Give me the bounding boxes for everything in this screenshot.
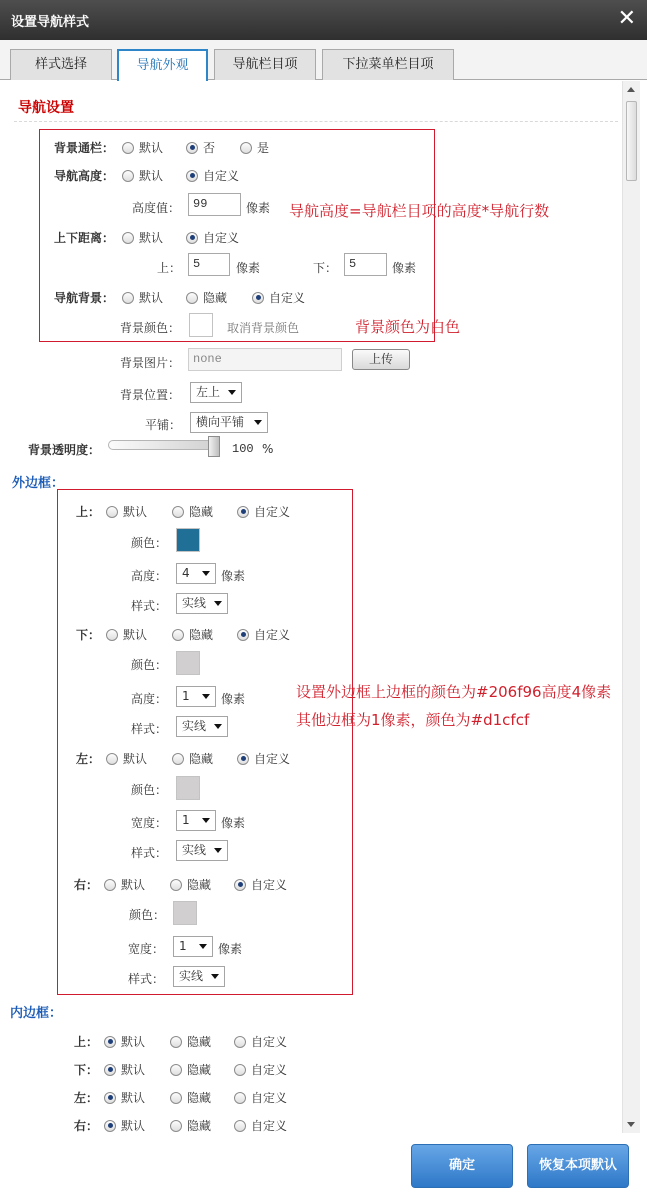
radio-icon [106,753,118,765]
radio-icon [104,879,116,891]
height-value-label: 高度值： [132,201,181,215]
radio-icon [170,1092,182,1104]
chevron-down-icon [228,390,236,395]
padding-bottom-input[interactable]: 5 [344,253,387,276]
radio-selected-icon [237,753,249,765]
opacity-value: 100 [232,442,254,456]
chevron-down-icon [211,974,219,979]
bg-hidden-radio[interactable]: 隐藏 [186,289,227,306]
outer-right-default-radio[interactable]: 默认 [104,876,145,893]
section-divider [14,121,618,122]
chevron-down-icon [214,601,222,606]
radio-icon [170,1036,182,1048]
radio-selected-icon [186,170,198,182]
outer-right-color-label: 颜色： [129,908,166,922]
inner-bottom-default-radio[interactable]: 默认 [104,1061,145,1078]
inner-border-heading: 内边框： [10,1006,63,1021]
outer-right-size-select[interactable]: 1 [173,936,213,957]
radio-selected-icon [104,1120,116,1132]
opacity-unit: % [262,442,274,456]
outer-top-color-swatch[interactable] [176,528,200,552]
border-annotation-line1: 设置外边框上边框的颜色为#206f96高度4像素 [296,683,612,701]
radio-icon [170,1064,182,1076]
radio-icon [170,879,182,891]
padding-bottom-unit: 像素 [392,261,417,275]
height-unit: 像素 [246,201,271,215]
tab-dropdown-items[interactable]: 下拉菜单栏目项 [322,49,454,80]
radio-selected-icon [237,629,249,641]
bg-color-label: 背景颜色： [120,321,181,335]
radio-selected-icon [252,292,264,304]
outer-right-hidden-radio[interactable]: 隐藏 [170,876,211,893]
chevron-down-icon [202,571,210,576]
inner-bottom-hidden-radio[interactable]: 隐藏 [170,1061,211,1078]
settings-panel [0,81,622,1133]
outer-bottom-style-select[interactable]: 实线 [176,716,228,737]
chevron-down-icon [199,944,207,949]
height-annotation: 导航高度=导航栏目项的高度*导航行数 [289,202,550,220]
outer-top-size-select[interactable]: 4 [176,563,216,584]
outer-top-custom-radio[interactable]: 自定义 [237,503,290,520]
outer-right-unit: 像素 [218,942,243,956]
bg-default-radio[interactable]: 默认 [122,289,163,306]
inner-left-label: 左： [74,1091,99,1105]
radio-icon [122,142,134,154]
inner-right-label: 右： [74,1119,99,1133]
outer-left-custom-radio[interactable]: 自定义 [237,750,290,767]
height-value-input[interactable]: 99 [188,193,241,216]
outer-right-style-select[interactable]: 实线 [173,966,225,987]
radio-selected-icon [104,1092,116,1104]
outer-top-default-radio[interactable]: 默认 [106,503,147,520]
radio-icon [170,1120,182,1132]
outer-top-style-select[interactable]: 实线 [176,593,228,614]
vertical-scrollbar[interactable] [622,81,640,1133]
outer-bottom-label: 下： [76,628,101,642]
chevron-down-icon [202,818,210,823]
dialog-footer [0,1133,647,1200]
bg-bar-no-radio[interactable]: 否 [186,139,215,156]
bg-image-label: 背景图片： [120,356,181,370]
bg-repeat-select[interactable]: 横向平铺 [190,412,268,433]
scrollbar-thumb[interactable] [626,101,637,181]
chevron-down-icon [214,848,222,853]
tab-nav-appearance[interactable]: 导航外观 [117,49,208,81]
padding-custom-radio[interactable]: 自定义 [186,229,239,246]
upload-button[interactable]: 上传 [352,349,410,370]
confirm-button[interactable]: 确定 [411,1144,513,1188]
outer-right-custom-radio[interactable]: 自定义 [234,876,287,893]
radio-selected-icon [104,1036,116,1048]
radio-selected-icon [104,1064,116,1076]
inner-top-custom-radio[interactable]: 自定义 [234,1033,287,1050]
radio-icon [106,629,118,641]
inner-left-hidden-radio[interactable]: 隐藏 [170,1089,211,1106]
inner-left-default-radio[interactable]: 默认 [104,1089,145,1106]
outer-bottom-default-radio[interactable]: 默认 [106,626,147,643]
bg-bar-label: 背景通栏： [54,141,115,155]
chevron-down-icon [202,694,210,699]
outer-left-unit: 像素 [221,816,246,830]
radio-icon [234,1064,246,1076]
outer-right-color-swatch[interactable] [173,901,197,925]
inner-top-hidden-radio[interactable]: 隐藏 [170,1033,211,1050]
opacity-label: 背景透明度： [28,443,101,457]
tab-nav-items[interactable]: 导航栏目项 [214,49,316,80]
padding-top-unit: 像素 [236,261,261,275]
outer-bottom-unit: 像素 [221,692,246,706]
reset-default-button[interactable]: 恢复本项默认 [527,1144,629,1188]
radio-icon [234,1092,246,1104]
radio-selected-icon [186,232,198,244]
chevron-down-icon [254,420,262,425]
outer-top-hidden-radio[interactable]: 隐藏 [172,503,213,520]
scroll-down-arrow-icon[interactable] [627,1122,635,1127]
outer-bottom-size-label: 高度： [131,692,168,706]
outer-left-hidden-radio[interactable]: 隐藏 [172,750,213,767]
radio-selected-icon [186,142,198,154]
outer-top-style-label: 样式： [131,599,168,613]
outer-bottom-color-label: 颜色： [131,658,168,672]
radio-icon [106,506,118,518]
padding-top-input[interactable]: 5 [188,253,230,276]
outer-bottom-size-select[interactable]: 1 [176,686,216,707]
outer-bottom-style-label: 样式： [131,722,168,736]
radio-icon [122,170,134,182]
outer-right-label: 右： [74,878,99,892]
opacity-slider-track[interactable] [108,440,220,450]
outer-top-size-label: 高度： [131,569,168,583]
nav-height-custom-radio[interactable]: 自定义 [186,167,239,184]
bg-bar-yes-radio[interactable]: 是 [240,139,269,156]
tab-bar [0,40,647,80]
inner-right-default-radio[interactable]: 默认 [104,1117,145,1133]
opacity-slider-handle[interactable] [208,436,220,457]
inner-top-default-radio[interactable]: 默认 [104,1033,145,1050]
radio-icon [234,1120,246,1132]
nav-background-label: 导航背景： [54,291,115,305]
inner-top-label: 上： [74,1035,99,1049]
radio-icon [234,1036,246,1048]
color-annotation: 背景颜色为白色 [355,318,461,336]
bg-repeat-label: 平铺： [145,418,182,432]
radio-icon [172,629,184,641]
bg-image-input[interactable]: none [188,348,342,371]
padding-label: 上下距离： [54,231,115,245]
bg-bar-default-radio[interactable]: 默认 [122,139,163,156]
outer-border-heading: 外边框： [12,476,65,491]
outer-top-color-label: 颜色： [131,536,168,550]
inner-right-hidden-radio[interactable]: 隐藏 [170,1117,211,1133]
dialog-title-bar [0,0,647,40]
outer-left-style-label: 样式： [131,846,168,860]
clear-bg-color-link[interactable]: 取消背景颜色 [227,321,300,335]
outer-left-style-select[interactable]: 实线 [176,840,228,861]
outer-left-size-select[interactable]: 1 [176,810,216,831]
outer-right-style-label: 样式： [128,972,165,986]
radio-icon [122,292,134,304]
radio-selected-icon [237,506,249,518]
dialog-title: 设置导航样式 [11,15,90,30]
chevron-down-icon [214,724,222,729]
outer-top-label: 上： [76,505,101,519]
nav-settings-heading: 导航设置 [18,100,74,116]
radio-icon [172,753,184,765]
padding-bottom-label: 下： [313,261,338,275]
bg-custom-radio[interactable]: 自定义 [252,289,305,306]
inner-bottom-custom-radio[interactable]: 自定义 [234,1061,287,1078]
padding-top-label: 上： [157,261,182,275]
nav-height-default-radio[interactable]: 默认 [122,167,163,184]
outer-left-default-radio[interactable]: 默认 [106,750,147,767]
outer-bottom-custom-radio[interactable]: 自定义 [237,626,290,643]
radio-selected-icon [234,879,246,891]
radio-icon [172,506,184,518]
close-icon[interactable]: ✕ [617,6,636,31]
outer-bottom-hidden-radio[interactable]: 隐藏 [172,626,213,643]
bg-color-swatch[interactable] [189,313,213,337]
outer-top-unit: 像素 [221,569,246,583]
outer-left-color-label: 颜色： [131,783,168,797]
bg-position-label: 背景位置： [120,388,181,402]
nav-height-label: 导航高度： [54,169,115,183]
tab-style-select[interactable]: 样式选择 [10,49,112,80]
inner-left-custom-radio[interactable]: 自定义 [234,1089,287,1106]
radio-icon [240,142,252,154]
outer-right-size-label: 宽度： [128,942,165,956]
radio-icon [122,232,134,244]
outer-left-size-label: 宽度： [131,816,168,830]
inner-right-custom-radio[interactable]: 自定义 [234,1117,287,1133]
inner-bottom-label: 下： [74,1063,99,1077]
scroll-up-arrow-icon[interactable] [627,87,635,92]
outer-left-label: 左： [76,752,101,766]
padding-default-radio[interactable]: 默认 [122,229,163,246]
border-annotation-line2: 其他边框为1像素，颜色为#d1cfcf [296,711,530,729]
bg-position-select[interactable]: 左上 [190,382,242,403]
outer-left-color-swatch[interactable] [176,776,200,800]
radio-icon [186,292,198,304]
outer-bottom-color-swatch[interactable] [176,651,200,675]
